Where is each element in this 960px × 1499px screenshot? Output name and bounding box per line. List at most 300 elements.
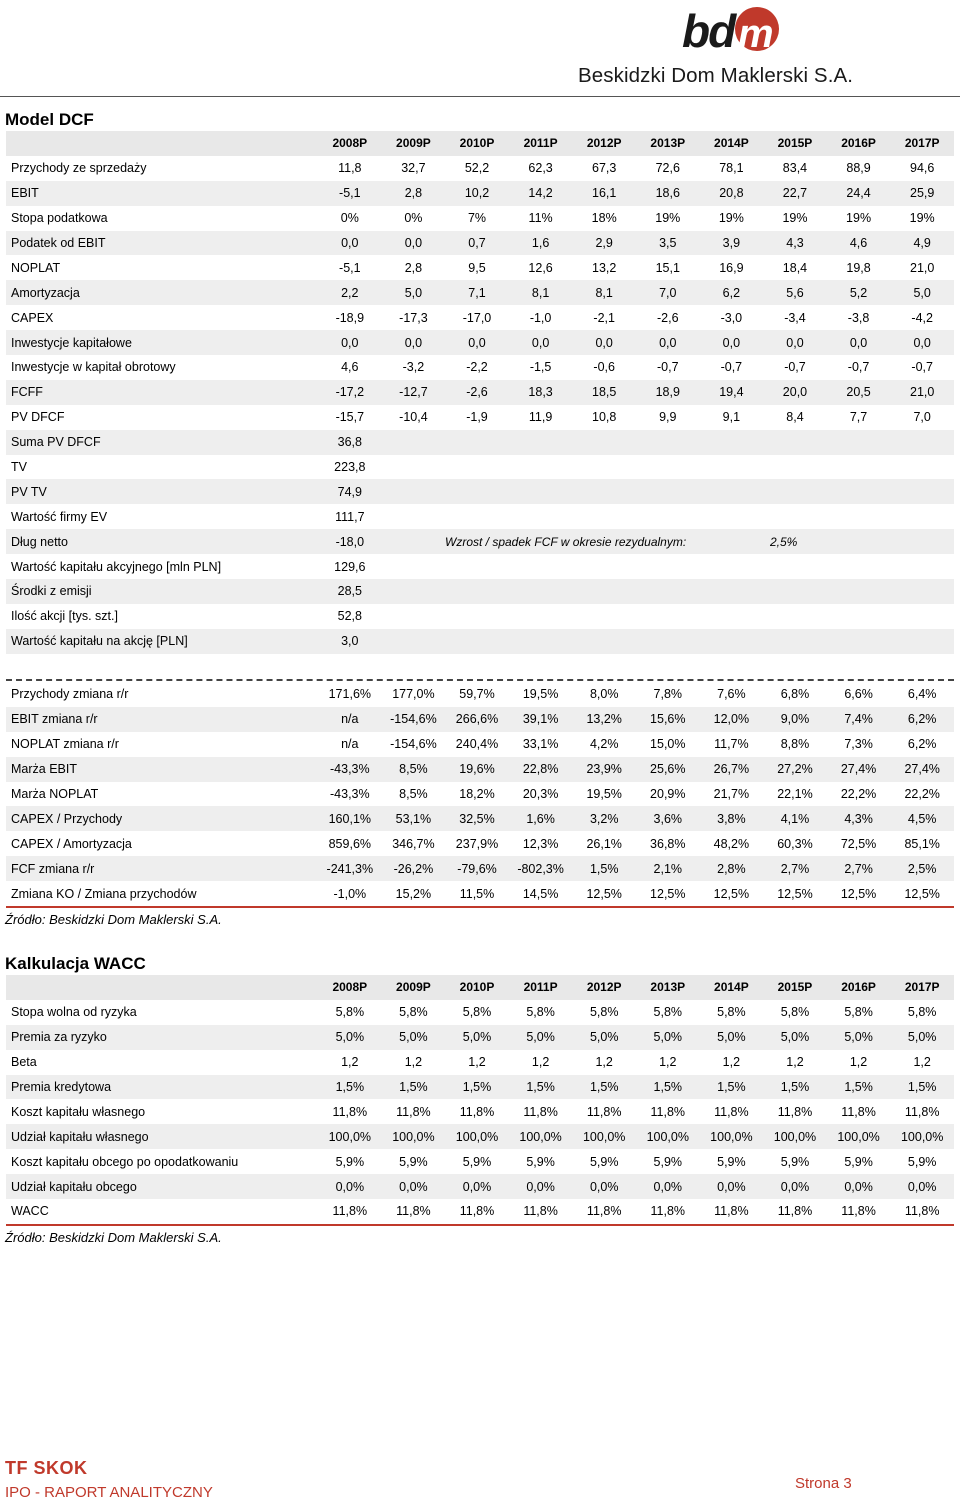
value-cell: 5,0: [890, 280, 954, 305]
section-divider-dashed: [6, 679, 954, 681]
value-cell: -3,8: [847, 310, 870, 325]
value-cell: 7,1: [445, 280, 509, 305]
value-cell: 22,1%: [777, 787, 813, 801]
value-cell: 6,6%: [844, 687, 873, 702]
value-cell: 11,8%: [396, 1204, 431, 1219]
value-cell: 0,0%: [572, 1174, 636, 1199]
summary-value: 3,0: [318, 629, 382, 654]
row-label: EBIT zmiana r/r: [6, 707, 318, 732]
value-cell: 4,3%: [827, 806, 891, 831]
row-label: CAPEX: [11, 310, 54, 325]
header-label-cell: [6, 975, 318, 1000]
value-cell: 16,9: [719, 260, 744, 275]
value-cell: 2,7%: [827, 856, 891, 881]
value-cell: 11%: [528, 211, 553, 226]
value-cell: 9,9: [659, 410, 677, 425]
value-cell: 5,8%: [462, 1005, 492, 1020]
value-cell: -2,1: [593, 310, 615, 325]
value-cell: 0,0%: [318, 1174, 382, 1199]
value-cell: 19%: [782, 211, 808, 226]
value-cell: 2,9: [572, 231, 636, 256]
value-cell: 1,5%: [318, 1075, 382, 1100]
wacc-table: [6, 975, 954, 1224]
bdm-logo-mark: [682, 6, 782, 56]
summary-label: TV: [11, 460, 27, 475]
value-cell: 5,9%: [844, 1154, 873, 1169]
value-cell: 8,5%: [399, 787, 428, 801]
summary-row: [6, 479, 954, 504]
table-row: [6, 405, 954, 430]
value-cell: 11,8%: [650, 1204, 686, 1219]
value-cell: -0,7: [911, 360, 933, 375]
value-cell: 8,1: [572, 280, 636, 305]
value-cell: 22,2%: [904, 787, 940, 801]
value-cell: 1,5%: [700, 1075, 764, 1100]
value-cell: 5,0%: [636, 1025, 700, 1050]
value-cell: -1,5: [529, 360, 552, 375]
value-cell: 8,0%: [589, 687, 619, 702]
value-cell: 5,0: [382, 280, 446, 305]
value-cell: 7,0: [636, 280, 700, 305]
summary-value: 74,9: [318, 479, 382, 504]
table-row: [6, 330, 954, 355]
value-cell: 5,2: [827, 280, 891, 305]
value-cell: 6,8%: [780, 687, 810, 702]
value-cell: 100,0%: [763, 1124, 827, 1149]
value-cell: 20,8: [700, 181, 764, 206]
value-cell: -1,9: [466, 410, 488, 425]
value-cell: 5,9%: [780, 1154, 810, 1169]
year-header: 2014P: [700, 975, 764, 1000]
value-cell: 5,0%: [572, 1025, 636, 1050]
wacc-title: Kalkulacja WACC: [5, 954, 146, 973]
summary-row: [6, 455, 954, 480]
row-label: EBIT: [6, 181, 318, 206]
value-cell: 11,8%: [714, 1204, 749, 1219]
value-cell: -17,3: [399, 310, 428, 325]
year-header: 2013P: [636, 131, 700, 156]
header-label-cell: [6, 131, 318, 156]
value-cell: 11,8%: [904, 1204, 940, 1219]
value-cell: 2,1%: [636, 856, 700, 881]
value-cell: -3,2: [402, 360, 425, 375]
value-cell: 32,7: [401, 161, 426, 176]
value-cell: 15,1: [655, 260, 680, 275]
value-cell: 0%: [404, 211, 423, 226]
value-cell: 1,2: [531, 1055, 550, 1070]
value-cell: 14,5%: [522, 886, 559, 901]
year-header: 2012P: [572, 975, 636, 1000]
value-cell: 78,1: [719, 161, 744, 176]
value-cell: 0,0: [318, 330, 382, 355]
table-row: [6, 1050, 954, 1075]
value-cell: 12,0%: [700, 707, 764, 732]
table-row: [6, 231, 954, 256]
value-cell: 5,8%: [844, 1005, 873, 1020]
row-label: PV DFCF: [11, 410, 65, 425]
table-row: [6, 1000, 954, 1025]
value-cell: 5,8%: [780, 1005, 810, 1020]
value-cell: 23,9%: [572, 757, 636, 782]
row-label: Marża NOPLAT: [11, 787, 99, 801]
table-row: [6, 305, 954, 330]
value-cell: 3,6%: [636, 806, 700, 831]
value-cell: 88,9: [846, 161, 871, 176]
value-cell: 0,0%: [827, 1174, 891, 1199]
value-cell: 5,9%: [399, 1154, 428, 1169]
value-cell: 4,3: [763, 231, 827, 256]
value-cell: 11,8%: [332, 1104, 368, 1119]
year-header: 2017P: [890, 975, 954, 1000]
value-cell: 0,0%: [700, 1174, 764, 1199]
value-cell: 3,9: [700, 231, 764, 256]
value-cell: 21,0: [910, 260, 935, 275]
row-label: Przychody ze sprzedaży: [11, 161, 147, 176]
value-cell: 5,9%: [653, 1154, 683, 1169]
value-cell: 0,0: [636, 330, 700, 355]
value-cell: 26,7%: [700, 757, 764, 782]
year-header: 2008P: [318, 131, 382, 156]
value-cell: 27,4%: [890, 757, 954, 782]
value-cell: 0,0: [763, 330, 827, 355]
value-cell: -2,6: [445, 380, 509, 405]
value-cell: 1,5%: [636, 1075, 700, 1100]
value-cell: 25,6%: [636, 757, 700, 782]
value-cell: 20,5: [827, 380, 891, 405]
value-cell: 6,2%: [890, 707, 954, 732]
value-cell: 83,4: [782, 161, 808, 176]
value-cell: 100,0%: [509, 1124, 573, 1149]
value-cell: 26,1%: [586, 836, 622, 851]
value-cell: 0,0%: [763, 1174, 827, 1199]
value-cell: 48,2%: [713, 836, 750, 851]
bdm-logo: [578, 6, 898, 86]
value-cell: 85,1%: [904, 836, 940, 851]
value-cell: 72,6: [655, 161, 680, 176]
value-cell: 12,5%: [713, 886, 750, 901]
value-cell: 8,4: [786, 410, 804, 425]
value-cell: 27,4%: [827, 757, 891, 782]
value-cell: 11,8%: [650, 1104, 686, 1119]
value-cell: 0,0%: [509, 1174, 573, 1199]
value-cell: 10,2: [445, 181, 509, 206]
value-cell: 2,5%: [890, 856, 954, 881]
value-cell: 2,8: [382, 181, 446, 206]
value-cell: 11,8%: [714, 1104, 749, 1119]
value-cell: 5,0%: [827, 1025, 891, 1050]
row-label: Premia za ryzyko: [6, 1025, 318, 1050]
year-header: 2010P: [445, 131, 509, 156]
table-row: [6, 1199, 954, 1224]
page-number: Strona 3: [795, 1475, 852, 1492]
value-cell: 11,8%: [523, 1204, 558, 1219]
table-row: [6, 1099, 954, 1124]
value-cell: 18,5: [572, 380, 636, 405]
value-cell: -3,0: [720, 310, 743, 325]
value-cell: 36,8%: [650, 836, 686, 851]
value-cell: -154,6%: [382, 707, 446, 732]
year-header: 2015P: [763, 131, 827, 156]
value-cell: -43,3%: [318, 757, 382, 782]
empty-cell: [382, 504, 954, 529]
value-cell: 5,8%: [399, 1005, 428, 1020]
value-cell: 19,5%: [586, 787, 622, 801]
brand-name: Beskidzki Dom Maklerski S.A.: [578, 64, 854, 87]
value-cell: 94,6: [910, 161, 935, 176]
value-cell: 5,0%: [382, 1025, 446, 1050]
empty-cell: [382, 629, 954, 654]
value-cell: 11,8%: [459, 1104, 495, 1119]
value-cell: 5,8%: [335, 1005, 365, 1020]
value-cell: 3,5: [636, 231, 700, 256]
value-cell: 0,0%: [890, 1174, 954, 1199]
value-cell: 62,3: [528, 161, 553, 176]
value-cell: 15,0%: [650, 737, 686, 752]
year-header: 2009P: [382, 975, 446, 1000]
value-cell: 5,0%: [763, 1025, 827, 1050]
value-cell: n/a: [318, 707, 382, 732]
value-cell: 5,0%: [890, 1025, 954, 1050]
dcf-table: [6, 131, 954, 654]
value-cell: 2,8: [404, 260, 423, 275]
summary-value: 129,6: [334, 559, 366, 574]
value-cell: 859,6%: [328, 836, 372, 851]
value-cell: 32,5%: [445, 806, 509, 831]
table-row: [6, 732, 954, 757]
value-cell: 52,2: [464, 161, 490, 176]
value-cell: -5,1: [318, 181, 382, 206]
value-cell: 11,8%: [396, 1104, 431, 1119]
value-cell: 5,9%: [526, 1154, 555, 1169]
growth-note-value: 2,5%: [770, 535, 798, 549]
value-cell: 18,6: [636, 181, 700, 206]
value-cell: 100,0%: [890, 1124, 954, 1149]
value-cell: 5,9%: [717, 1154, 746, 1169]
value-cell: 0,0: [827, 330, 891, 355]
value-cell: 15,6%: [636, 707, 700, 732]
value-cell: n/a: [341, 737, 359, 752]
value-cell: 19%: [909, 211, 935, 226]
row-label: Inwestycje kapitałowe: [6, 330, 318, 355]
summary-value: 52,8: [337, 609, 362, 624]
value-cell: 0,0: [890, 330, 954, 355]
value-cell: 266,6%: [445, 707, 509, 732]
value-cell: -0,6: [593, 360, 615, 375]
value-cell: 2,8%: [700, 856, 764, 881]
value-cell: 27,2%: [763, 757, 827, 782]
value-cell: 0,0: [445, 330, 509, 355]
value-cell: 22,8%: [509, 757, 573, 782]
summary-row: [6, 504, 954, 529]
value-cell: -0,7: [784, 360, 806, 375]
value-cell: 160,1%: [318, 806, 382, 831]
value-cell: 2,7%: [763, 856, 827, 881]
summary-label: Wartość kapitału akcyjnego [mln PLN]: [11, 559, 222, 574]
value-cell: 11,5%: [459, 886, 495, 901]
value-cell: 9,5: [468, 260, 486, 275]
value-cell: 0%: [340, 211, 359, 226]
value-cell: -1,0%: [333, 886, 367, 901]
year-header: 2010P: [445, 975, 509, 1000]
value-cell: 0,0: [509, 330, 573, 355]
value-cell: 9,1: [722, 410, 741, 425]
row-label: Amortyzacja: [6, 280, 318, 305]
value-cell: 0,0: [382, 330, 446, 355]
table-row: [6, 782, 954, 807]
value-cell: 11,8%: [777, 1204, 813, 1219]
value-cell: -3,4: [784, 310, 806, 325]
value-cell: -12,7: [382, 380, 446, 405]
summary-row: [6, 579, 954, 604]
value-cell: -0,7: [720, 360, 743, 375]
value-cell: 12,5%: [586, 886, 622, 901]
value-cell: 0,0%: [636, 1174, 700, 1199]
table-row: [6, 881, 954, 906]
value-cell: 5,0%: [445, 1025, 509, 1050]
ratios-source: Źródło: Beskidzki Dom Maklerski S.A.: [5, 912, 222, 927]
dcf-title: Model DCF: [5, 110, 94, 129]
row-label: NOPLAT zmiana r/r: [11, 737, 119, 752]
summary-value: 111,7: [335, 509, 365, 524]
value-cell: 1,2: [659, 1055, 677, 1070]
empty-cell: [382, 579, 954, 604]
summary-label: Wartość firmy EV: [11, 509, 108, 524]
value-cell: 1,5%: [572, 856, 636, 881]
value-cell: 7,7: [849, 410, 868, 425]
value-cell: -1,0: [529, 310, 552, 325]
value-cell: 1,2: [722, 1055, 741, 1070]
table-row: [6, 255, 954, 280]
row-label: Koszt kapitału obcego po opodatkowaniu: [11, 1154, 239, 1169]
summary-row: [6, 604, 954, 629]
value-cell: 9,0%: [763, 707, 827, 732]
value-cell: 22,7: [763, 181, 827, 206]
row-label: Udział kapitału własnego: [6, 1124, 318, 1149]
table-row: [6, 181, 954, 206]
value-cell: 100,0%: [636, 1124, 700, 1149]
value-cell: -154,6%: [390, 737, 437, 752]
year-header: 2011P: [509, 975, 573, 1000]
table-row: [6, 682, 954, 707]
value-cell: 33,1%: [522, 737, 559, 752]
value-cell: 11,8%: [904, 1104, 940, 1119]
value-cell: 8,8%: [780, 737, 810, 752]
value-cell: 6,2%: [907, 737, 937, 752]
summary-label: Środki z emisji: [6, 579, 318, 604]
value-cell: 1,2: [913, 1055, 931, 1070]
value-cell: 5,8%: [526, 1005, 555, 1020]
value-cell: 60,3%: [777, 836, 813, 851]
value-cell: 67,3: [592, 161, 617, 176]
value-cell: 4,5%: [890, 806, 954, 831]
value-cell: 22,2%: [840, 787, 877, 801]
header-divider: [0, 96, 960, 97]
value-cell: 100,0%: [827, 1124, 891, 1149]
value-cell: 1,2: [595, 1055, 613, 1070]
row-label: Beta: [11, 1055, 37, 1070]
value-cell: 100,0%: [445, 1124, 509, 1149]
summary-row: [6, 554, 954, 579]
value-cell: 100,0%: [382, 1124, 446, 1149]
summary-value: 28,5: [318, 579, 382, 604]
row-label: FCFF: [6, 380, 318, 405]
value-cell: 5,9%: [907, 1154, 937, 1169]
summary-label: Dług netto: [6, 529, 318, 554]
row-label: Marża EBIT: [6, 757, 318, 782]
row-label: WACC: [11, 1204, 49, 1219]
value-cell: 0,0: [318, 231, 382, 256]
year-header: 2012P: [572, 131, 636, 156]
value-cell: 11,8%: [586, 1204, 622, 1219]
value-cell: -10,4: [399, 410, 428, 425]
value-cell: 5,9%: [589, 1154, 619, 1169]
value-cell: 12,5%: [650, 886, 686, 901]
value-cell: 11,8%: [586, 1104, 622, 1119]
value-cell: 1,5%: [509, 1075, 573, 1100]
value-cell: 2,2: [318, 280, 382, 305]
ratios-bottom-rule: [6, 906, 954, 908]
growth-note-label: Wzrost / spadek FCF w okresie rezydualnym:: [445, 535, 687, 549]
value-cell: 18%: [591, 211, 617, 226]
table-row: [6, 1025, 954, 1050]
value-cell: 5,9%: [462, 1154, 492, 1169]
value-cell: 16,1: [572, 181, 636, 206]
value-cell: 19,6%: [445, 757, 509, 782]
value-cell: 11,8%: [841, 1204, 876, 1219]
value-cell: -15,7: [335, 410, 365, 425]
value-cell: 5,8%: [907, 1005, 937, 1020]
value-cell: 11,8%: [777, 1104, 813, 1119]
value-cell: 72,5%: [840, 836, 877, 851]
value-cell: 19%: [655, 211, 681, 226]
wacc-bottom-rule: [6, 1224, 954, 1226]
row-label: Udział kapitału obcego: [6, 1174, 318, 1199]
value-cell: 3,8%: [700, 806, 764, 831]
value-cell: -5,1: [339, 260, 361, 275]
value-cell: 1,2: [468, 1055, 486, 1070]
row-label: Stopa wolna od ryzyka: [11, 1005, 137, 1020]
value-cell: 11,7%: [714, 737, 749, 752]
value-cell: 0,0: [382, 231, 446, 256]
value-cell: 14,2: [509, 181, 573, 206]
value-cell: 100,0%: [318, 1124, 382, 1149]
row-label: Przychody zmiana r/r: [11, 687, 129, 702]
row-label: CAPEX / Przychody: [6, 806, 318, 831]
summary-label: Wartość kapitału na akcję [PLN]: [6, 629, 318, 654]
value-cell: 25,9: [890, 181, 954, 206]
value-cell: 18,3: [509, 380, 573, 405]
wacc-header-row: [6, 975, 954, 1000]
dcf-header-row: [6, 131, 954, 156]
value-cell: 3,2%: [572, 806, 636, 831]
value-cell: -802,3%: [509, 856, 573, 881]
value-cell: 1,6%: [509, 806, 573, 831]
empty-cell: [382, 554, 954, 579]
value-cell: 15,2%: [395, 886, 432, 901]
value-cell: 5,0%: [700, 1025, 764, 1050]
value-cell: 1,2: [341, 1055, 359, 1070]
value-cell: -2,6: [657, 310, 679, 325]
row-label: Inwestycje w kapitał obrotowy: [11, 360, 176, 375]
year-header: 2013P: [636, 975, 700, 1000]
value-cell: 237,9%: [455, 836, 499, 851]
value-cell: 0,0: [572, 330, 636, 355]
value-cell: 240,4%: [455, 737, 499, 752]
year-header: 2015P: [763, 975, 827, 1000]
value-cell: -18,9: [335, 310, 365, 325]
value-cell: 20,3%: [522, 787, 559, 801]
value-cell: 12,5%: [777, 886, 813, 901]
